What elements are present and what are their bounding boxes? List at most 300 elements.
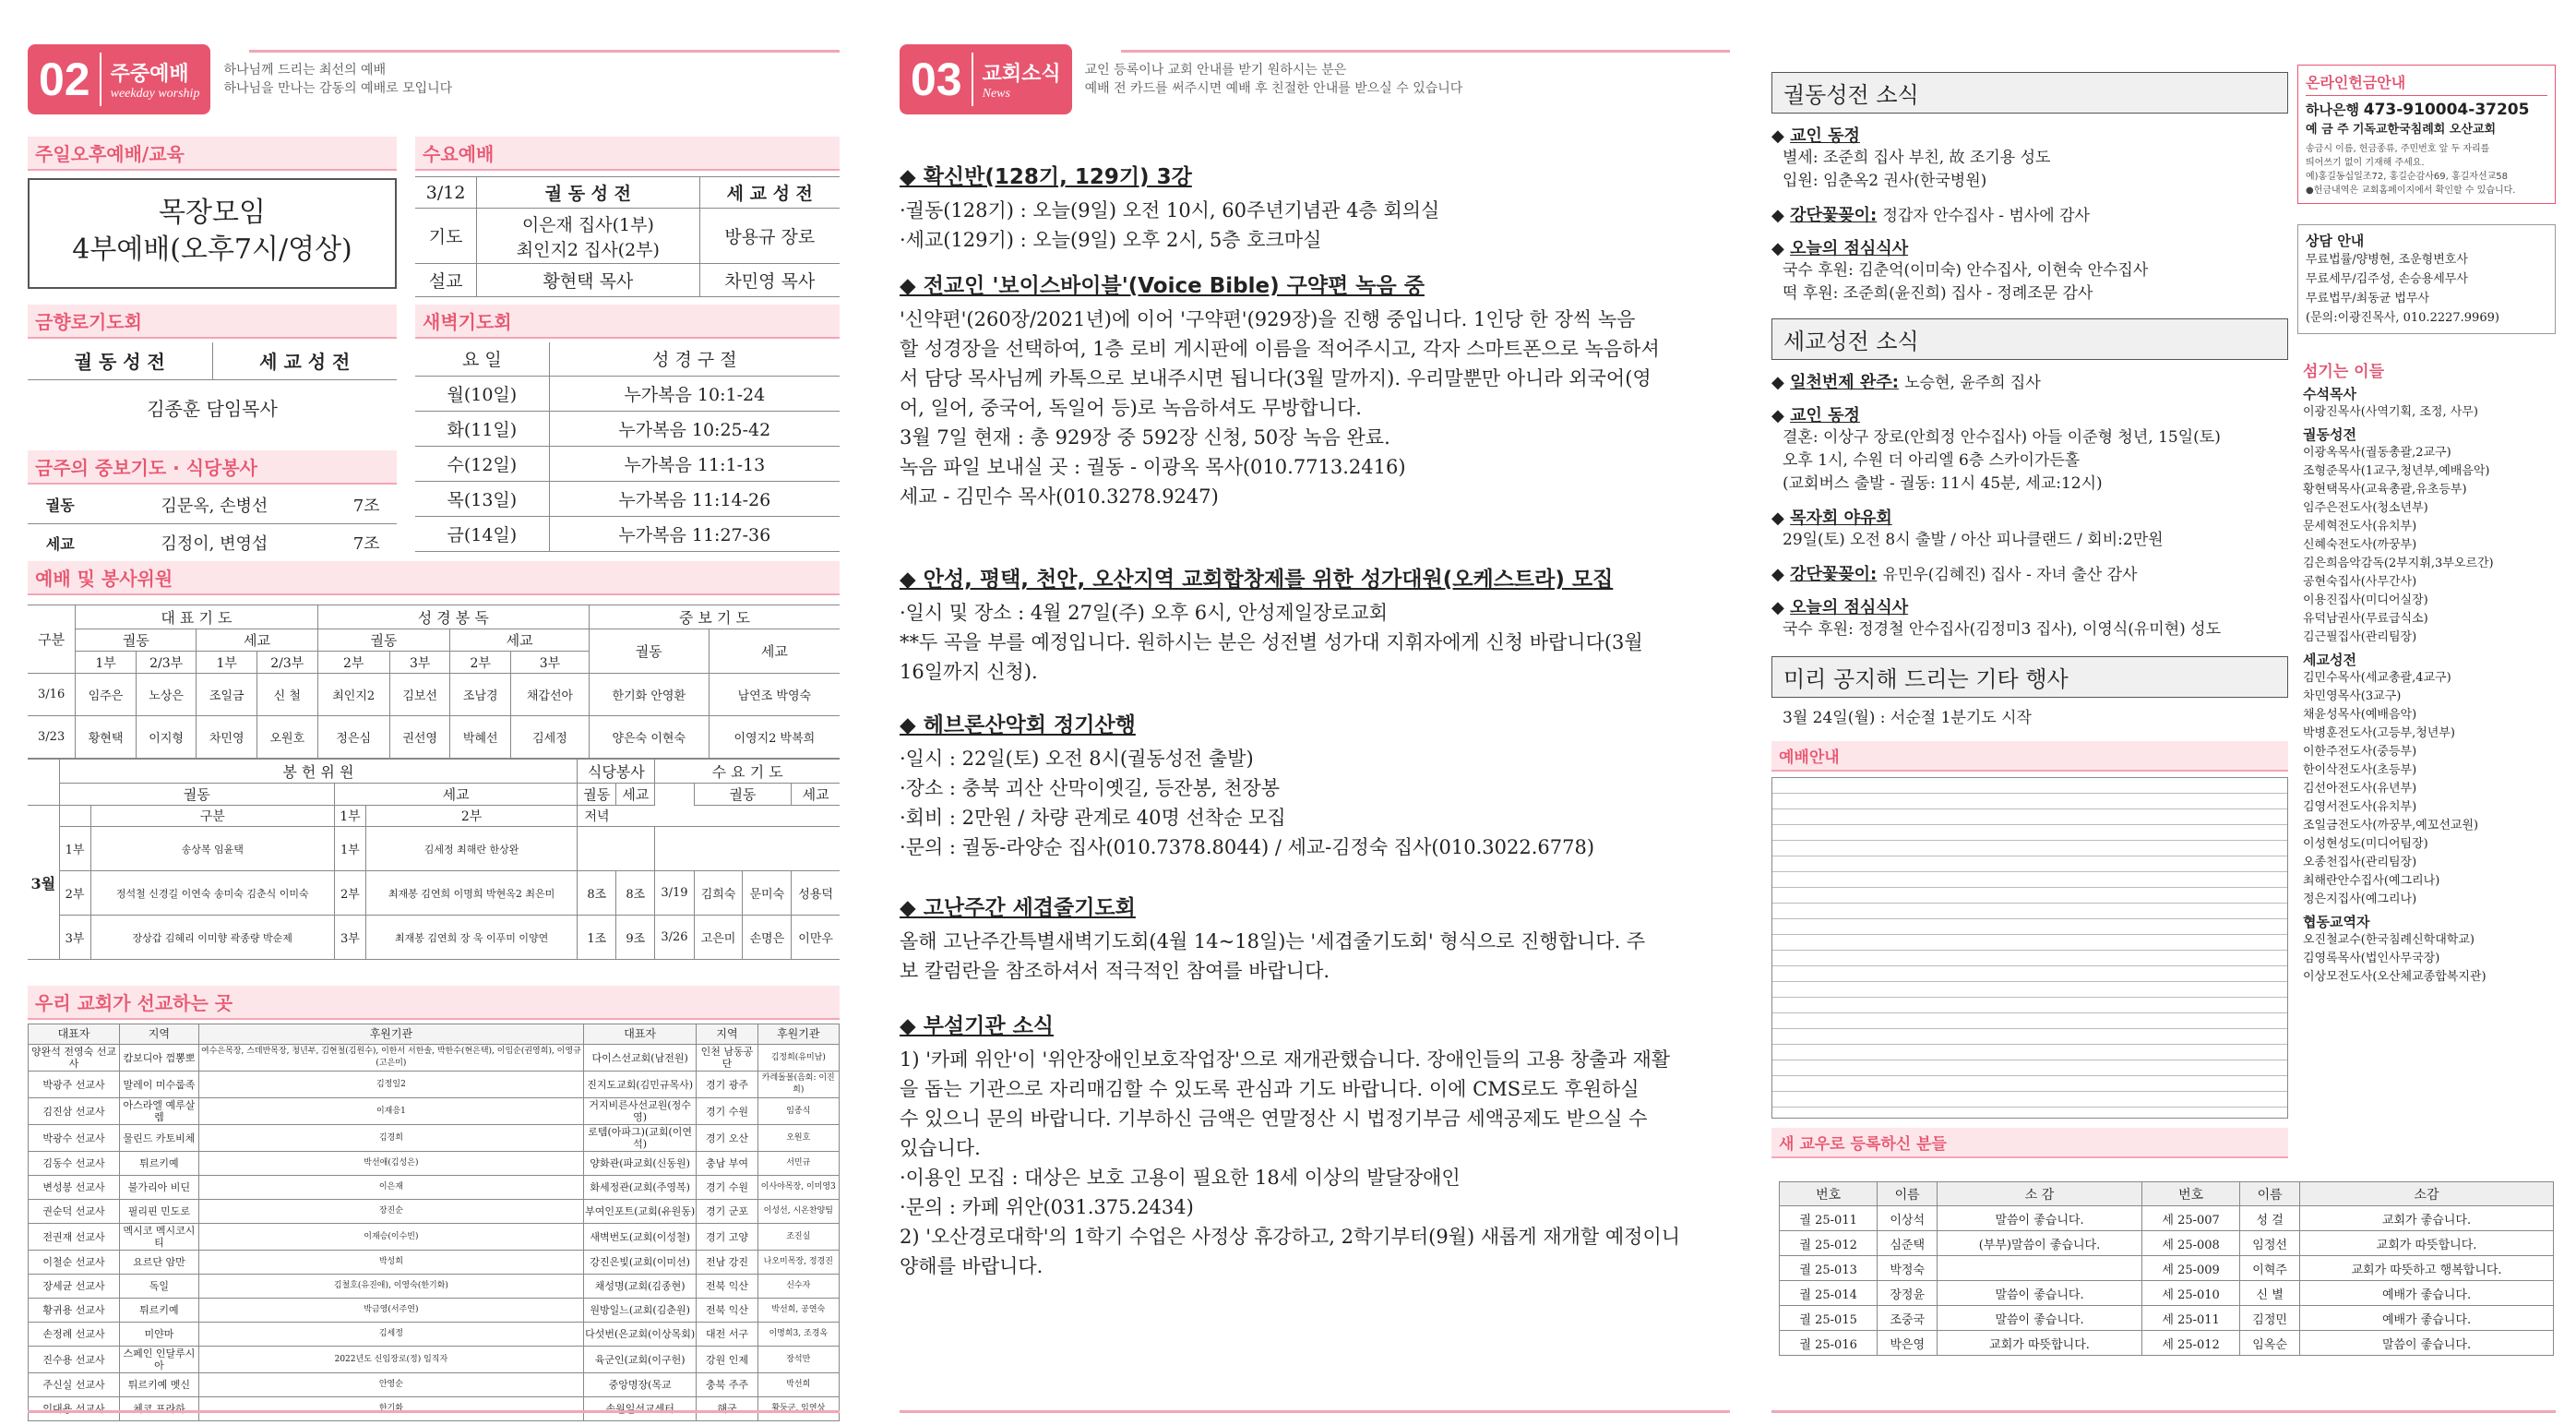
staff-group: 협동교역자	[2303, 914, 2370, 930]
col-header: 1부	[76, 652, 137, 674]
page-02-subtitle	[223, 61, 452, 98]
staff-group: 궐동성전	[2303, 426, 2356, 443]
staff-item: 공현숙집사(사무간사)	[2303, 575, 2417, 589]
cell: 이은재	[198, 1176, 583, 1200]
cell: 손정례 선교사	[29, 1323, 120, 1347]
article-body	[900, 927, 1702, 986]
table-row	[415, 446, 840, 481]
cell: 안영순	[198, 1373, 583, 1397]
cell: 교회가 따뜻합니다.	[1938, 1331, 2142, 1356]
cell: 이명희3, 조경옥	[757, 1323, 839, 1347]
cell: 임옥순	[2240, 1331, 2300, 1356]
table-row	[28, 674, 840, 716]
cell: 황둥군, 임연상	[757, 1397, 839, 1421]
text-line: 오후 1시, 수원 더 아리엘 6층 스카이가든홀	[1783, 451, 2081, 470]
subtitle-line: 하나님께 드리는 최선의 예배	[223, 63, 387, 78]
cell: 다섯번(은교회(이상목회)	[583, 1323, 696, 1347]
month-cell	[28, 760, 59, 806]
counsel-box	[2297, 224, 2556, 334]
text-line: 보 칼럼란을 참조하셔서 적극적인 참여를 바랍니다.	[900, 960, 1330, 982]
table-row	[29, 1347, 840, 1373]
cell: 진수용 선교사	[29, 1347, 120, 1373]
cell: 김세정	[511, 716, 590, 759]
item-title: ◆ 교인 동정	[1771, 126, 1860, 146]
cell: 인천 남동공단	[697, 1045, 757, 1072]
col-header: 세교	[792, 784, 840, 806]
text-line: ·궐동(128기) : 오늘(9일) 오전 10시, 60주년기념관 4층 회의실	[900, 199, 1440, 222]
table-row	[29, 1224, 840, 1251]
cell: 채갑선아	[511, 674, 590, 716]
section-heading: 미리 공지해 드리는 기타 행사	[1771, 656, 2288, 698]
item-title: ◆ 교인 동정	[1771, 406, 1860, 425]
cell: 누가복음 11:27-36	[549, 516, 840, 551]
text-line: ·문의 : 궐동-라양순 집사(010.7378.8044) / 세교-김정숙 집사(010.3022.6778)	[900, 836, 1595, 858]
intercession-table	[28, 486, 397, 562]
cell: 화(11일)	[415, 411, 549, 446]
staff-item: 이상모전도사(오산체교종합복지관)	[2303, 970, 2487, 984]
text-line: 2) '오산경로대학'의 1학기 수업은 사정상 휴강하고, 2학기부터(9월) 새롭게 재개할 예정이니	[900, 1226, 1681, 1248]
article	[900, 160, 1702, 252]
cell: 노상은	[136, 674, 197, 716]
table-row	[29, 1397, 840, 1421]
cell: 3/16	[28, 674, 76, 716]
col-header: 후원기관	[198, 1024, 583, 1045]
cell: 필리핀 민도로	[119, 1200, 198, 1224]
cell: 전권재 선교사	[29, 1224, 120, 1251]
cell: 예배가 좋습니다.	[2300, 1281, 2554, 1306]
box-heading: 섬기는 이들	[2303, 363, 2385, 381]
item-body: 3월 24일(월) : 서순절 1분기도 시작	[1783, 709, 2032, 727]
cell: 궐 25-013	[1780, 1256, 1878, 1281]
page-02-header	[28, 44, 840, 114]
text-line: '신약편'(260장/2021년)에 이어 '구약편'(929장)을 진행 중입니다. 1인당 한 장씩 녹음	[900, 308, 1636, 330]
cell: 나오미목장, 정경진	[757, 1251, 839, 1275]
item-body: 29일(토) 오전 8시 출발 / 아산 피나클랜드 / 회비:2만원	[1783, 531, 2164, 549]
bottom-rule	[28, 1410, 840, 1413]
cell: 김종훈 담임목사	[147, 397, 278, 420]
cell: 박정숙	[1878, 1256, 1938, 1281]
box-heading: 상담 안내	[2306, 233, 2365, 249]
sunday-pm-line: 4부예배(오후7시/영상)	[72, 234, 352, 266]
section-heading: 궐동성전 소식	[1771, 72, 2288, 114]
col-header: 세교	[334, 784, 577, 806]
cell: 말씀이 좋습니다.	[1938, 1281, 2142, 1306]
cell: 김세정	[198, 1323, 583, 1347]
col-header: 1부	[334, 806, 365, 827]
cell: 이혁주	[2240, 1256, 2300, 1281]
staff-item: 김영록목사(법인사무국장)	[2303, 952, 2440, 965]
staff-item: 이한주전도사(중등부)	[2303, 745, 2417, 759]
cell: 물린드 카토비체	[119, 1125, 198, 1152]
text-line: 올해 고난주간특별새벽기도회(4월 14~18일)는 '세겹줄기도회' 형식으로 진행합니다. 주	[900, 930, 1646, 952]
cell: 최재봉 김연희 이명희 박현옥2 최은미	[365, 871, 577, 916]
article-body	[900, 305, 1702, 511]
cell: 김경희	[198, 1125, 583, 1152]
cell: 김보선	[389, 674, 450, 716]
text-line: 1) '카페 위안'이 '위안장애인보호작업장'으로 재개관했습니다. 장애인들의 고용 창출과 재활	[900, 1048, 1671, 1071]
page-title-en: News	[982, 86, 1010, 101]
cell: 신수자	[757, 1275, 839, 1299]
news-articles	[900, 160, 1702, 1281]
account-number: 473-910004-37205	[2363, 101, 2530, 119]
cell: 체코 프라하	[119, 1397, 198, 1421]
staff-item: 이용진집사(미디어실장)	[2303, 593, 2428, 607]
cell: 조일금	[197, 674, 257, 716]
staff-item: 한이삭전도사(초등부)	[2303, 763, 2417, 777]
cell: 오원호	[257, 716, 318, 759]
online-offering-box	[2297, 65, 2556, 204]
serve-table	[28, 605, 840, 759]
cell: 아스라엘 예루살렘	[119, 1098, 198, 1125]
cell: 예배가 좋습니다.	[2300, 1306, 2554, 1331]
cell: 인대용 선교사	[29, 1397, 120, 1421]
col-header: 2/3부	[257, 652, 318, 674]
text-line: 수 있으니 문의 바랍니다. 기부하신 금액은 연말정산 시 법정기부금 세액공제도 받으실 수	[900, 1108, 1648, 1130]
cell: 변성봉 선교사	[29, 1176, 120, 1200]
cell: 세 25-009	[2141, 1256, 2239, 1281]
text-line: 입원: 임춘옥2 권사(한국병원)	[1783, 172, 1987, 190]
cell: 궐 25-014	[1780, 1281, 1878, 1306]
article-title: ◆ 전교인 '보이스바이블'(Voice Bible) 구약편 녹음 중	[900, 274, 1425, 298]
cell: 양화관(파교회(신동원)	[583, 1152, 696, 1176]
text-line: 국수 후원: 김춘억(이미숙) 안수집사, 이현숙 안수집사	[1783, 261, 2149, 280]
table-row	[29, 1176, 840, 1200]
staff-group: 수석목사	[2303, 386, 2356, 402]
table-row	[29, 1098, 840, 1125]
cell: 전북 익산	[697, 1299, 757, 1323]
cell: 경기 오산	[697, 1125, 757, 1152]
text-line: ·문의 : 카페 위안(031.375.2434)	[900, 1196, 1194, 1218]
cell: 임정선	[2240, 1231, 2300, 1256]
cell: 박은영	[1878, 1331, 1938, 1356]
item-title: ◆ 강단꽃꽂이: 유민우(김혜진) 집사 - 자녀 출산 감사	[1771, 565, 2138, 584]
col-header: 세 교 성 전	[699, 177, 840, 209]
cell: 한기화 안영환	[589, 674, 709, 716]
item-body	[1771, 147, 2288, 193]
text-line: 양해를 바랍니다.	[900, 1255, 1044, 1277]
mission-block	[28, 986, 840, 1421]
text-line: 무료법률/양병현, 조운형변호사	[2306, 253, 2468, 267]
text-line: ●헌금내역은 교회홈페이지에서 확인할 수 있습니다.	[2306, 186, 2516, 196]
cell: 2022년도 신임장로(정) 임직자	[198, 1347, 583, 1373]
worship-guide-table	[1771, 777, 2288, 1119]
cell: 이재응1	[198, 1098, 583, 1125]
staff-item: 신혜숙전도사(까꿍부)	[2303, 538, 2417, 552]
cell: 김정일2	[198, 1072, 583, 1098]
staff-item: 이성현성도(미디어팀장)	[2303, 837, 2428, 851]
article-body	[900, 1045, 1702, 1281]
cell: 3/19	[655, 871, 694, 916]
col-header: 번호	[2141, 1182, 2239, 1206]
cell: 장석만	[757, 1347, 839, 1373]
cell: 고은미	[694, 916, 743, 960]
cell: 8조	[616, 871, 655, 916]
table-row	[415, 376, 840, 411]
col-header: 궐동	[589, 629, 709, 674]
col-header: 궐동	[578, 784, 616, 806]
article-title: ◆ 안성, 평택, 천안, 오산지역 교회합창제를 위한 성가대원(오케스트라) 모집	[900, 568, 1614, 592]
cell: 미얀마	[119, 1323, 198, 1347]
text-line: 예)홍길동십일조72, 홍길순감사69, 홍길자선교58	[2306, 172, 2509, 182]
col-header: 2부	[450, 652, 511, 674]
staff-item: 오진철교수(한국침례신학대학교)	[2303, 933, 2475, 947]
col-header: 번호	[1780, 1182, 1878, 1206]
cell: 7조	[352, 496, 380, 516]
col-header: 궐동	[59, 784, 334, 806]
cell: 대전 서구	[697, 1323, 757, 1347]
cell: 독일	[119, 1275, 198, 1299]
staff-box	[2297, 358, 2556, 987]
col-header: 3부	[389, 652, 450, 674]
cell: 말씀이 좋습니다.	[2300, 1331, 2554, 1356]
text-line: ·일시 및 장소 : 4월 27일(주) 오후 6시, 안성제일장로교회	[900, 602, 1389, 624]
staff-item: 정은지집사(예그리나)	[2303, 892, 2417, 906]
cell: 장정윤	[1878, 1281, 1938, 1306]
col-header: 2부	[365, 806, 577, 827]
cell: 조진실	[757, 1224, 839, 1251]
cell: 카레돌볼(음회: 이진희)	[757, 1072, 839, 1098]
cell: 세 25-012	[2141, 1331, 2239, 1356]
cell: 세교	[45, 534, 75, 553]
cell: 경기 수원	[697, 1176, 757, 1200]
cell: 신 별	[2240, 1281, 2300, 1306]
staff-item: 임주은전도사(청소년부)	[2303, 501, 2428, 515]
staff-list	[2303, 385, 2550, 987]
cell: 튀르키예	[119, 1299, 198, 1323]
cell: 1부	[59, 827, 90, 871]
item-title: ◆ 일천번제 완주: 노승현, 윤주희 집사	[1771, 373, 2041, 392]
cell: 궐 25-015	[1780, 1306, 1878, 1331]
cell: 남연조 박영숙	[709, 674, 840, 716]
text-line: 띄어쓰기 없이 기재해 주세요.	[2306, 158, 2425, 168]
staff-item: 김근필집사(관리팀장)	[2303, 630, 2417, 644]
subtitle-line: 교인 등록이나 교회 안내를 받기 원하시는 분은	[1084, 63, 1347, 78]
staff-item: 채윤성목사(예배음악)	[2303, 708, 2417, 722]
cell: 성용덕	[792, 871, 840, 916]
cell: 조중국	[1878, 1306, 1938, 1331]
serve-block	[28, 561, 840, 960]
cell: 박선희	[757, 1373, 839, 1397]
cell: 1조	[578, 916, 616, 960]
cell: (부부)말씀이 좋습니다.	[1938, 1231, 2142, 1256]
table-row	[415, 516, 840, 551]
cell: 멕시코 멕시코시티	[119, 1224, 198, 1251]
col-header: 요 일	[415, 342, 549, 376]
offering-table	[28, 759, 840, 960]
cell: 궐 25-011	[1780, 1206, 1878, 1231]
cell: 서민규	[757, 1152, 839, 1176]
cell	[655, 827, 840, 871]
cell: 육군인(교회(이구헌)	[583, 1347, 696, 1373]
col-header: 봉 헌 위 원	[59, 760, 578, 784]
text-line: 결혼: 이상구 장로(안희정 안수집사) 아들 이준형 청년, 15일(토)	[1783, 428, 2221, 447]
cell: 정은심	[317, 716, 389, 759]
staff-item: 김선아전도사(유년부)	[2303, 782, 2417, 796]
text-line: ·회비 : 2만원 / 차량 관계로 40명 선착순 모집	[900, 807, 1286, 829]
table-row	[29, 1299, 840, 1323]
cell: 말레이 미수룹족	[119, 1072, 198, 1098]
page-03-header	[900, 44, 1730, 114]
table-row	[28, 871, 840, 916]
article-title: ◆ 확신반(128기, 129기) 3강	[900, 165, 1192, 189]
article	[900, 269, 1702, 545]
article-title: ◆ 고난주간 세겹줄기도회	[900, 896, 1136, 920]
page-03-subtitle	[1085, 61, 1463, 98]
cell: 금(14일)	[415, 516, 549, 551]
cell: 김정민	[2240, 1306, 2300, 1331]
cell: 새벽번도(교회(이성철)	[583, 1224, 696, 1251]
cell: 화세정관(교회(주영복)	[583, 1176, 696, 1200]
cell: 로템(아파그)(교회(이연석)	[583, 1125, 696, 1152]
col-header: 구분	[90, 806, 334, 827]
text-line: 별세: 조준희 집사 부친, 故 조기용 성도	[1783, 149, 2051, 167]
col-header: 이름	[2240, 1182, 2300, 1206]
text-line: 녹음 파일 보내실 곳 : 궐동 - 이광옥 목사(010.7713.2416)	[900, 456, 1406, 478]
table-row	[28, 827, 840, 871]
box-heading: 온라인헌금안내	[2306, 71, 2547, 96]
col-header: 2/3부	[136, 652, 197, 674]
staff-item: 유덕남권사(무료급식소)	[2303, 612, 2428, 626]
item-body: 국수 후원: 정경철 안수집사(김정미3 집사), 이영식(유미현) 성도	[1783, 620, 2222, 639]
cell: 박금영(서주연)	[198, 1299, 583, 1323]
cell	[578, 827, 655, 871]
cell: 8조	[578, 871, 616, 916]
intercession-block	[28, 450, 397, 562]
article-body	[900, 744, 1702, 862]
page-03	[900, 44, 1730, 1410]
text-line: 무료법무/최동균 법무사	[2306, 292, 2430, 305]
cell: 세 25-011	[2141, 1306, 2239, 1331]
cell: 김문옥, 손병선	[161, 496, 268, 516]
cell: 손원일선교센터	[583, 1397, 696, 1421]
cell: 황귀용 선교사	[29, 1299, 120, 1323]
cell: 3부	[334, 916, 365, 960]
wed-date: 3/12	[415, 177, 477, 209]
cell: 말씀이 좋습니다.	[1938, 1306, 2142, 1331]
col-header: 소 감	[1938, 1182, 2142, 1206]
cell: 송상복 임윤택	[90, 827, 334, 871]
cell: 차민영	[197, 716, 257, 759]
cell: 누가복음 11:1-13	[549, 446, 840, 481]
col-header: 지역	[697, 1024, 757, 1045]
cell: 이영지2 박복희	[709, 716, 840, 759]
account-line	[2306, 100, 2547, 119]
cell: 튀르키예	[119, 1152, 198, 1176]
staff-item: 황현택목사(교육총괄,유초등부)	[2303, 483, 2467, 497]
cell: 김정이, 변영섭	[161, 534, 268, 555]
cell: 말씀이 좋습니다.	[1938, 1206, 2142, 1231]
item-body	[1771, 259, 2288, 305]
cell: 최재봉 김연희 장 욱 이푸미 이양연	[365, 916, 577, 960]
cell: 박선애(김성은)	[198, 1152, 583, 1176]
cell: 교회가 따뜻하고 행복합니다.	[2300, 1256, 2554, 1281]
cell: 궐동	[45, 497, 75, 515]
cell: 임종식	[757, 1098, 839, 1125]
col-header	[655, 784, 694, 806]
row-label: 설교	[415, 264, 477, 297]
cell-line: 최인지2 집사(2부)	[516, 239, 660, 260]
staff-item: 차민영목사(3교구)	[2303, 689, 2402, 703]
text-line: 16일까지 신청).	[900, 661, 1038, 683]
col-header: 세교	[197, 629, 317, 652]
col-header: 궐동	[76, 629, 197, 652]
cell: 장상갑 김혜리 이미향 곽종량 박순제	[90, 916, 334, 960]
cell: 거지비른사선교원(정수영)	[583, 1098, 696, 1125]
table-row	[29, 1275, 840, 1299]
item-title: ◆ 오늘의 점심식사	[1771, 598, 1909, 617]
staff-item: 박병훈전도사(고등부,청년부)	[2303, 726, 2455, 740]
cell: 이지형	[136, 716, 197, 759]
col-header: 세 교 성 전	[212, 342, 397, 379]
section-heading: 주일오후예배/교육	[28, 137, 397, 171]
row-label: 기도	[415, 209, 477, 264]
cell: 차민영 목사	[699, 264, 840, 297]
cell: 김철호(유진애), 이영숙(한기화)	[198, 1275, 583, 1299]
cell: 김동수 선교사	[29, 1152, 120, 1176]
sidebar	[2297, 65, 2556, 1357]
table-row	[28, 806, 840, 827]
col-header: 궐동	[694, 784, 792, 806]
page-number: 03	[911, 53, 973, 106]
col-header: 궐 동 성 전	[28, 342, 212, 379]
col-header: 궐 동 성 전	[477, 177, 699, 209]
bank-name: 하나은행	[2306, 102, 2359, 118]
spacer	[59, 806, 90, 827]
col-header: 이름	[1878, 1182, 1938, 1206]
text-line: (문의:이광진목사, 010.2227.9969)	[2306, 311, 2499, 325]
cell: 경기 군포	[697, 1200, 757, 1224]
cell	[1938, 1256, 2142, 1281]
dawn-table	[415, 342, 840, 552]
col-header: 성 경 봉 독	[317, 605, 589, 629]
cell: 경기 광주	[697, 1072, 757, 1098]
cell: 경기 수원	[697, 1098, 757, 1125]
article-title: ◆ 부설기관 소식	[900, 1014, 1055, 1038]
table-row	[415, 481, 840, 516]
table-row	[29, 1045, 840, 1072]
cell: 누가복음 11:14-26	[549, 481, 840, 516]
col-header: 구분	[28, 605, 76, 674]
cell: 조남경	[450, 674, 511, 716]
col-header: 3부	[511, 652, 590, 674]
item-title: ◆ 목자회 야유회	[1771, 509, 1892, 528]
col-header: 세교	[450, 629, 589, 652]
cell: 진지도교회(김민규목사)	[583, 1072, 696, 1098]
staff-item: 이광진목사(사역기획, 조정, 사무)	[2303, 405, 2478, 419]
month-label: 3월	[28, 806, 59, 960]
header-rule	[249, 50, 840, 53]
holder-line	[2306, 119, 2547, 137]
section-heading: 세교성전 소식	[1771, 318, 2288, 360]
cell: 채성명(교회(김종현)	[583, 1275, 696, 1299]
cell: 장진순	[198, 1200, 583, 1224]
wednesday-block	[415, 137, 840, 297]
item-title: ◆ 오늘의 점심식사	[1771, 239, 1909, 258]
online-note	[2306, 142, 2547, 198]
cell: 세 25-008	[2141, 1231, 2239, 1256]
table-row	[29, 1323, 840, 1347]
text-line: 할 성경장을 선택하여, 1층 로비 게시판에 이름을 적어주시고, 각자 스마트폰으로 녹음하셔	[900, 338, 1660, 360]
header-rule	[1121, 50, 1730, 53]
staff-item: 조형준목사(1교구,청년부,예배음악)	[2303, 464, 2490, 478]
cell: 방용규 장로	[699, 209, 840, 264]
friday-block	[28, 305, 397, 435]
holder-name: 기독교한국침례회 오산교회	[2352, 123, 2497, 137]
subtitle-line: 예배 전 카드를 써주시면 예배 후 친절한 안내를 받으실 수 있습니다	[1084, 81, 1463, 96]
col-header: 1부	[197, 652, 257, 674]
cell: 김진삼 선교사	[29, 1098, 120, 1125]
subtitle-line: 하나님을 만나는 감동의 예배로 모입니다	[223, 81, 453, 96]
